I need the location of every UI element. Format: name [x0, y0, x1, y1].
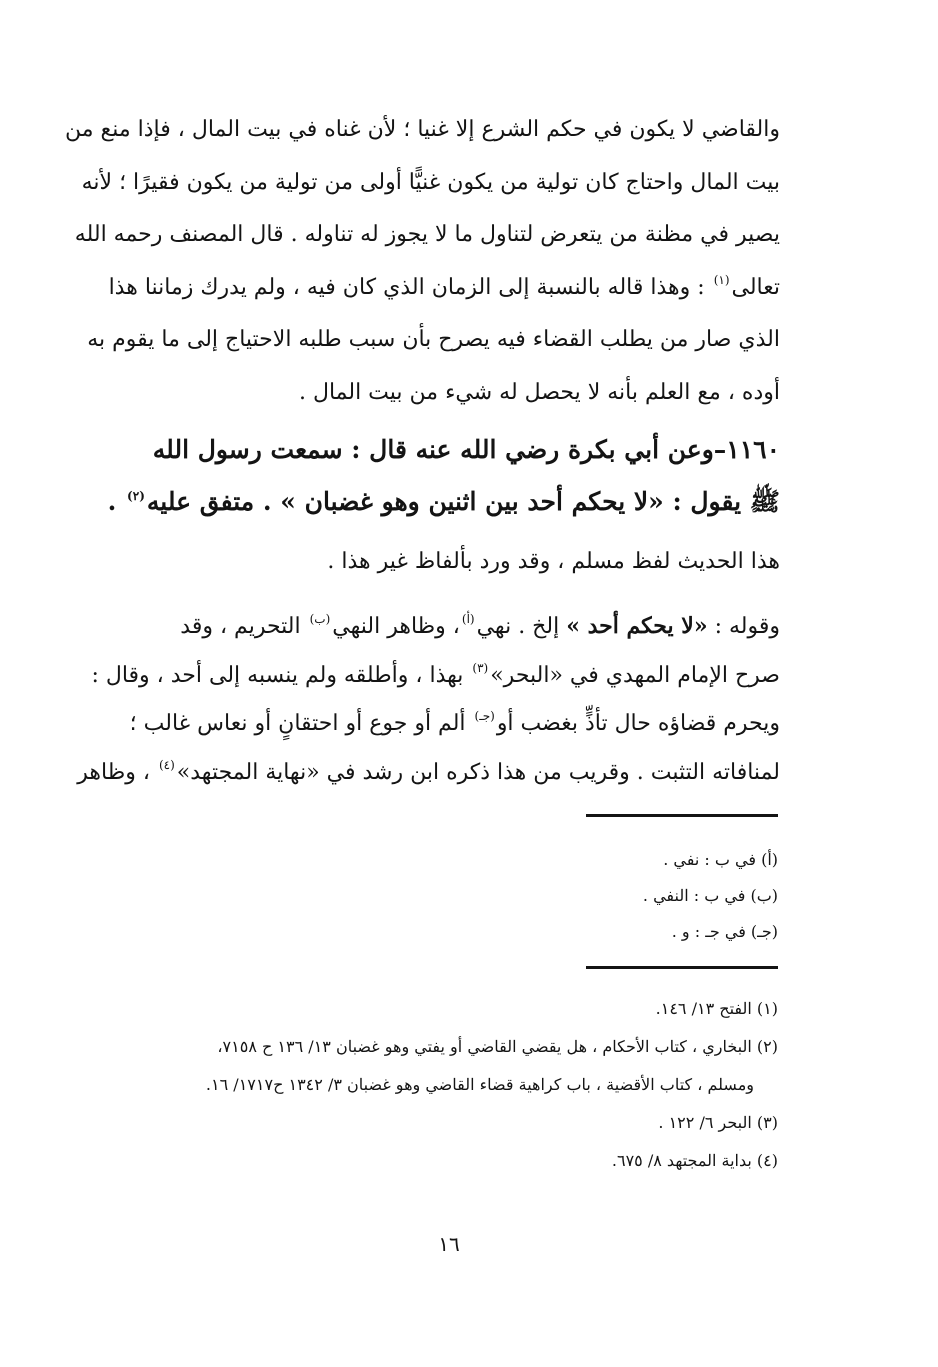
body-line-1: والقاضي لا يكون في حكم الشرع إلا غنيا ؛ لأن غناه في بيت المال ، فإذا منع من	[64, 117, 780, 142]
footnote-ref-3: (٣)	[472, 660, 489, 675]
body-line-5: الذي صار من يطلب القضاء فيه يصرح بأن سبب طلبه الاحتياج إلى ما يقوم به	[87, 327, 780, 352]
body-line-6: أوده ، مع العلم بأنه لا يحصل له شيء من بيت المال .	[298, 379, 780, 405]
source-note-4: (٤) بداية المجتهد ٨/ ٦٧٥.	[611, 1151, 778, 1170]
hadith-line-2	[107, 476, 780, 528]
source-note-3: (٣) البحر ٦/ ١٢٢ .	[658, 1113, 778, 1132]
hadith-line-2-text: يقول : «لا يحكم أحد بين اثنين وهو غضبان » . متفق عليه	[146, 487, 742, 516]
source-note-2: (٢) البخاري ، كتاب الأحكام ، هل يقضي القاضي أو يفتي وهو غضبان ١٣/ ١٣٦ ح ٧١٥٨،	[217, 1037, 778, 1056]
commentary-text: وقوله :	[707, 614, 780, 639]
footnote-ref-1: (١)	[713, 272, 730, 287]
commentary-text: صرح الإمام المهدي في «البحر»	[490, 662, 780, 688]
footnote-ref-2: (٢)	[127, 489, 145, 503]
commentary-text: ، وظاهر	[77, 759, 157, 785]
page-number: ١٦	[438, 1232, 460, 1256]
source-note-1: (١) الفتح ١٣/ ١٤٦.	[655, 999, 778, 1018]
source-footnotes	[110, 990, 778, 1180]
commentary-text: التحريم ، وقد	[180, 614, 308, 639]
footnote-separator-variants	[586, 814, 778, 817]
commentary-text: ويحرم قضاؤه حال تأذٍّ بغضب أو	[496, 711, 780, 736]
quoted-hadith: «لا يحكم أحد »	[566, 613, 708, 639]
commentary-line-1	[112, 602, 780, 652]
body-paragraph	[64, 104, 780, 419]
body-line-4-start: تعالى	[731, 274, 780, 300]
footnote-ref-ba: (ب)	[309, 612, 331, 626]
body-line-4-text: وهذا قاله بالنسبة إلى الزمان الذي كان فيه ، ولم يدرك زماننا هذا	[108, 274, 691, 300]
variant-note-ba: (ب) في ب : النفي .	[642, 886, 778, 905]
salutation-glyph: ﷺ	[749, 487, 780, 516]
commentary-line-2	[91, 652, 780, 701]
footnote-separator-sources	[586, 966, 778, 969]
source-note-line	[112, 542, 780, 582]
hadith-line-1: ١١٦٠–وعن أبي بكرة رضي الله عنه قال : سمعت رسول الله	[152, 435, 780, 464]
commentary-text: إلخ . نهي	[476, 614, 567, 639]
variant-footnotes	[378, 842, 778, 950]
commentary-line-3	[112, 700, 780, 749]
commentary-text: بهذا ، وأطلقه ولم ينسبه إلى أحد ، وقال :	[91, 662, 471, 688]
variant-note-alef: (أ) في ب : نفي .	[663, 850, 778, 869]
hadith-block	[107, 424, 780, 528]
variant-note-jim: (جـ) في جـ : و .	[671, 922, 778, 941]
body-line-3: يصير في مظنة من يتعرض لتناول ما لا يجوز له تناوله . قال المصنف رحمه الله	[74, 222, 780, 247]
commentary-block	[77, 602, 780, 797]
commentary-line-4	[77, 749, 780, 798]
body-line-2: بيت المال واحتاج كان تولية من يكون غنيًّا أولى من تولية من يكون فقيرًا ؛ لأنه	[81, 169, 780, 195]
source-note-2-continued: ومسلم ، كتاب الأقضية ، باب كراهية قضاء القاضي وهو غضبان ٣/ ١٣٤٢ ح١٧١٧/ ١٦.	[205, 1075, 754, 1094]
commentary-text: لمنافاته التثبت . وقريب من هذا ذكره ابن رشد في «نهاية المجتهد»	[176, 759, 780, 785]
footnote-ref-jim: (جـ)	[474, 709, 495, 723]
hadith-line-2-end: .	[107, 487, 117, 516]
body-line-4	[108, 262, 780, 315]
footnote-ref-alef: (أ)	[461, 612, 475, 626]
commentary-text: ، وظاهر النهي	[332, 614, 460, 639]
commentary-text: ألم أو جوع أو احتقانٍ أو نعاس غالب ؛	[129, 711, 473, 736]
body-line-4-colon: :	[697, 274, 705, 300]
footnote-ref-4: (٤)	[158, 757, 175, 772]
note-line-text: هذا الحديث لفظ مسلم ، وقد ورد بألفاظ غير هذا .	[327, 549, 780, 574]
